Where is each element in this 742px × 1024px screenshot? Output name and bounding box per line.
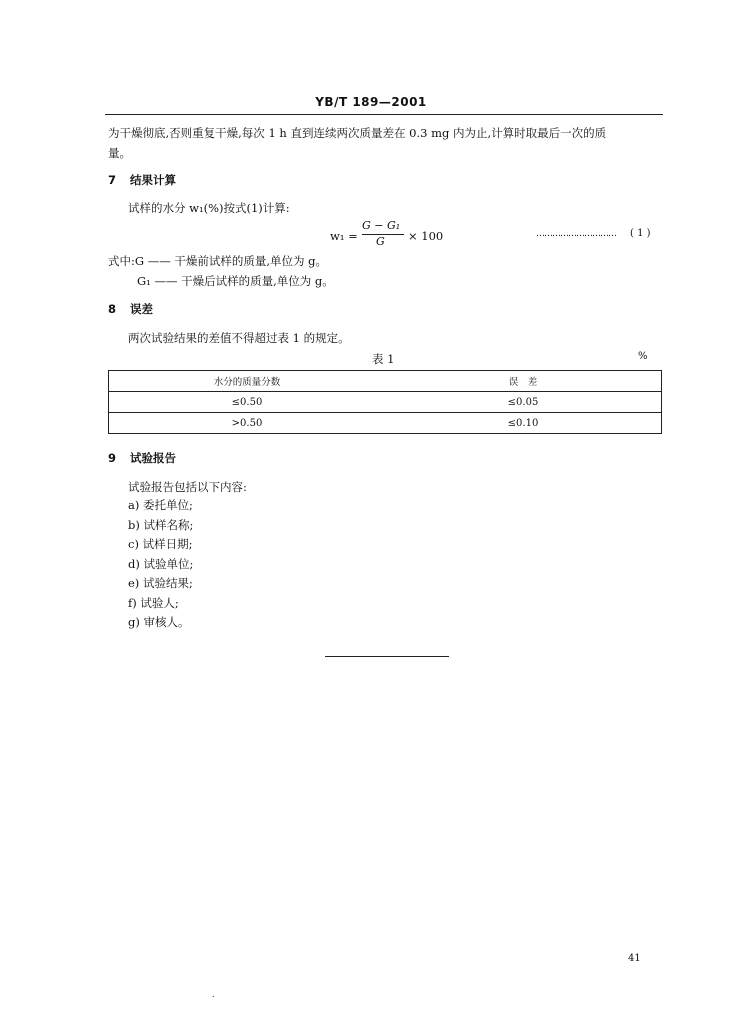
section-7-text: 试样的水分 w₁(%)按式(1)计算: [128, 201, 290, 215]
variable-g1-definition: G₁ —— 干燥后试样的质量,单位为 g。 [137, 274, 334, 288]
formula-multiplier: × 100 [408, 229, 444, 243]
page-number: 41 [628, 953, 641, 964]
table-cell: ≤0.05 [385, 392, 662, 413]
section-9-number: 9 [108, 451, 117, 465]
intro-line-2: 量。 [108, 146, 131, 160]
section-7-title: 结果计算 [130, 173, 176, 187]
table-cell: ≤0.10 [385, 413, 662, 434]
formula-1 [330, 219, 450, 252]
header-rule [105, 114, 663, 115]
list-item: b) 试样名称; [128, 517, 194, 532]
table-row [109, 392, 662, 413]
list-item: a) 委托单位; [128, 498, 193, 512]
list-item: f) 试验人; [128, 595, 179, 610]
table-row [109, 413, 662, 434]
table-header-row [109, 371, 662, 392]
list-item: e) 试验结果; [128, 576, 193, 590]
where-clause-1 [108, 251, 327, 271]
scan-speck: . [212, 990, 215, 999]
formula-label: ( 1 ) [630, 228, 651, 239]
standard-code-header: YB/T 189—2001 [315, 95, 427, 109]
variable-g-definition: G —— 干燥前试样的质量,单位为 g。 [134, 254, 328, 268]
table-cell: ≤0.50 [109, 392, 386, 413]
header-moisture-fraction: 水分的质量分数 [109, 371, 386, 392]
table-unit: % [638, 351, 648, 362]
tolerance-table [108, 370, 662, 434]
section-9-text: 试验报告包括以下内容: [128, 480, 247, 494]
formula-denominator: G [376, 235, 385, 248]
section-8-heading [108, 301, 153, 317]
formula-leader-dots: ………………………… [536, 229, 616, 239]
section-9-heading [108, 450, 176, 466]
report-items-list [128, 496, 193, 633]
where-prefix: 式中: [108, 254, 135, 268]
section-7-heading [108, 172, 176, 188]
table-cell: >0.50 [109, 413, 386, 434]
end-rule [325, 656, 449, 657]
section-8-title: 误差 [130, 302, 153, 316]
list-item: g) 审核人。 [128, 615, 190, 629]
formula-numerator: G − G₁ [362, 219, 401, 232]
intro-line-1: 为干燥彻底,否则重复干燥,每次 1 h 直到连续两次质量差在 0.3 mg 内为止,计算时取最后一次的质 [108, 126, 607, 140]
section-8-number: 8 [108, 302, 117, 316]
list-item: d) 试验单位; [128, 556, 194, 571]
formula-lhs: w₁ = [330, 229, 358, 243]
section-8-text: 两次试验结果的差值不得超过表 1 的规定。 [128, 331, 350, 345]
section-7-number: 7 [108, 173, 117, 187]
table-caption: 表 1 [372, 352, 395, 366]
header-tolerance: 误 差 [385, 371, 662, 392]
list-item: c) 试样日期; [128, 537, 193, 551]
section-9-title: 试验报告 [130, 451, 176, 465]
